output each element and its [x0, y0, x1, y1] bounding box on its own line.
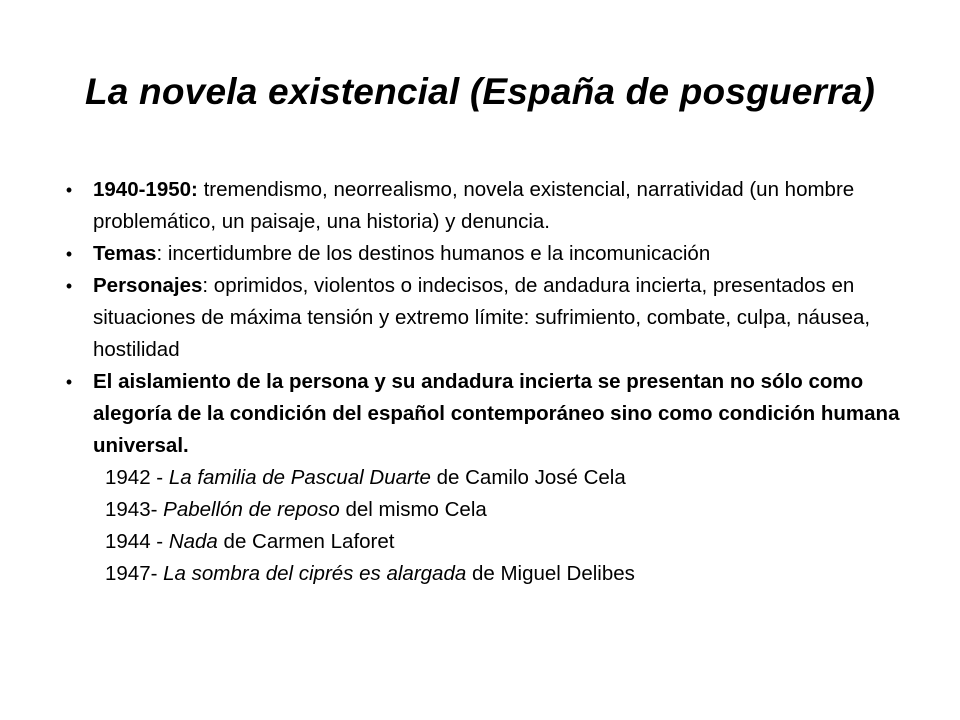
bullet-icon: •	[65, 180, 73, 200]
works-list	[62, 462, 942, 590]
work-item	[105, 558, 942, 590]
work-author: del mismo Cela	[339, 498, 487, 521]
work-item	[105, 462, 942, 494]
slide-title: La novela existencial (España de posguerra)	[85, 71, 875, 112]
work-title: Pabellón de reposo	[163, 498, 340, 521]
work-title: La sombra del ciprés es alargada	[163, 562, 467, 585]
bullet-item-temas	[62, 238, 942, 270]
work-year: 1942 -	[105, 466, 169, 489]
bullet-list	[62, 174, 942, 462]
bullet-text: : incertidumbre de los destinos humanos e la incomunicación	[156, 242, 711, 265]
work-title: Nada	[168, 530, 218, 553]
work-item	[105, 526, 942, 558]
bullet-item-personajes	[62, 270, 942, 366]
bullet-icon: •	[65, 244, 73, 264]
bullet-icon: •	[65, 276, 73, 296]
slide-content	[62, 174, 942, 590]
bullet-lead: Temas	[93, 242, 157, 265]
work-author: de Miguel Delibes	[466, 562, 635, 585]
bullet-text: tremendismo, neorrealismo, novela existencial, narratividad (un hombre problemático, un paisaje, una historia) y denuncia.	[93, 178, 855, 233]
work-year: 1944 -	[105, 530, 169, 553]
bullet-item-aislamiento	[62, 366, 942, 462]
bullet-item-periodo	[62, 174, 942, 238]
work-author: de Camilo José Cela	[430, 466, 626, 489]
bullet-lead: Personajes	[93, 274, 203, 297]
work-year: 1943-	[105, 498, 164, 521]
work-item	[105, 494, 942, 526]
work-year: 1947-	[105, 562, 164, 585]
bullet-bold-text: El aislamiento de la persona y su andadura incierta se presentan no sólo como alegoría de la condición del español contemporáneo sino como condición humana universal.	[93, 370, 900, 457]
bullet-text: : oprimidos, violentos o indecisos, de andadura incierta, presentados en situaciones de máxima tensión y extremo límite: sufrimiento, combate, culpa, náusea, hostilidad	[93, 274, 871, 361]
work-title: La familia de Pascual Duarte	[168, 466, 431, 489]
work-author: de Carmen Laforet	[217, 530, 395, 553]
bullet-lead: 1940-1950:	[93, 178, 198, 201]
bullet-icon: •	[65, 372, 73, 392]
